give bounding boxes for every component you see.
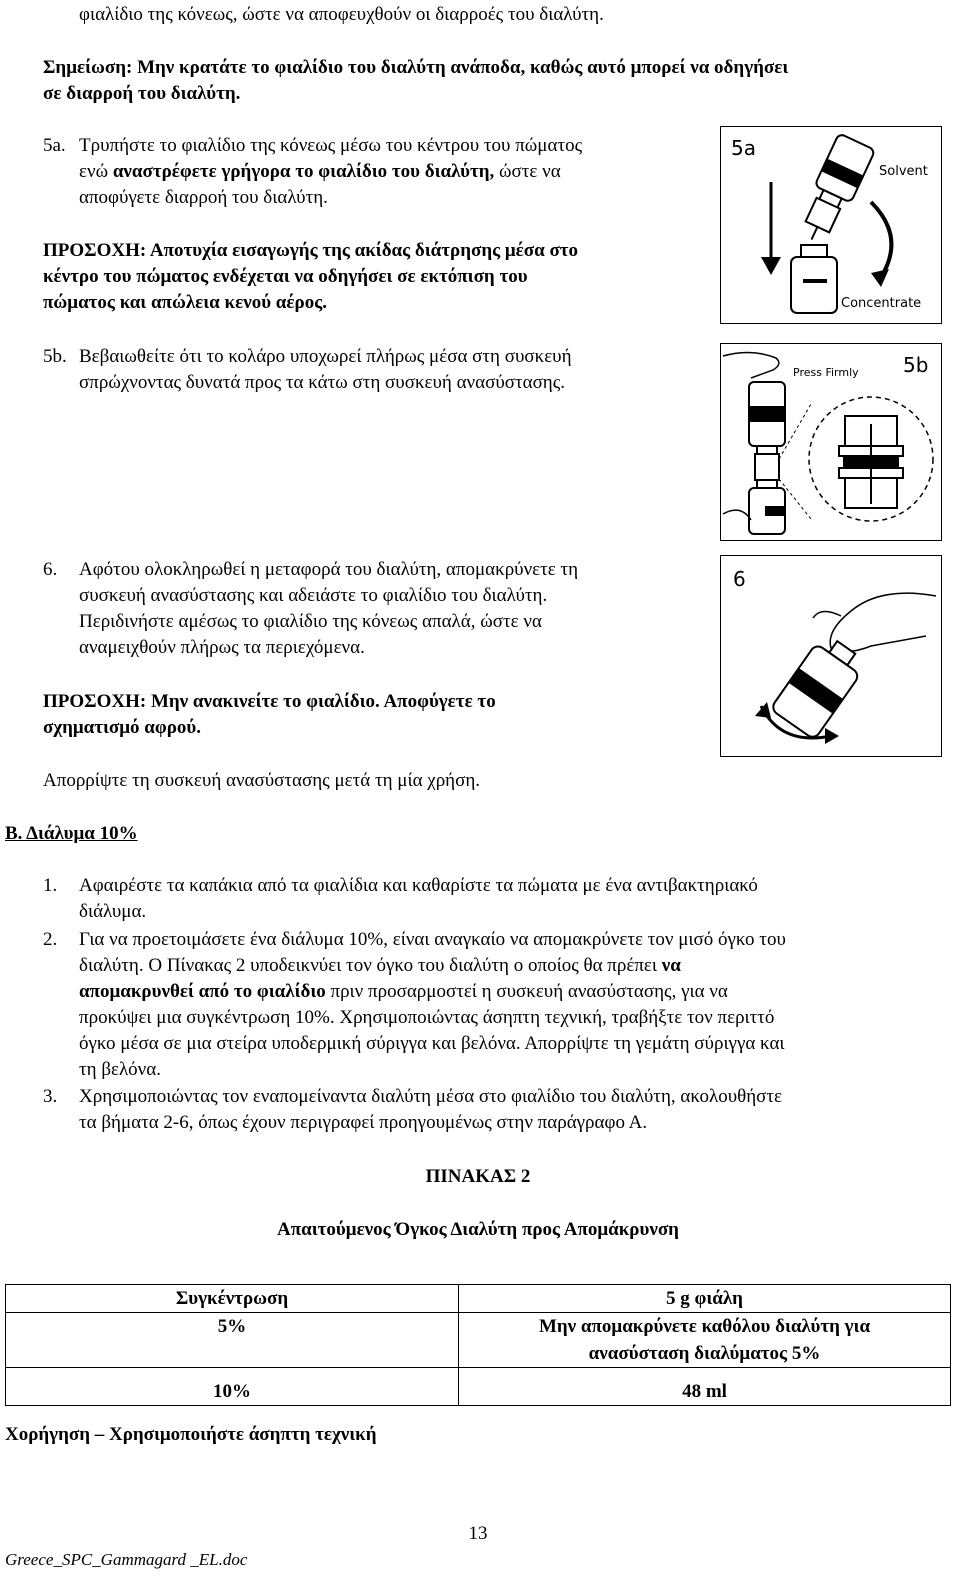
item-2-line-4: προκύψει μια συγκέντρωση 10%. Χρησιμοποιώντας άσηπτη τεχνική, τραβήξτε τον περιττό xyxy=(79,1007,775,1028)
section-b-heading: Β. Διάλυμα 10% xyxy=(5,823,138,844)
figure-6 xyxy=(720,555,942,757)
table-2-subtitle: Απαιτούμενος Όγκος Διαλύτη προς Απομάκρυνση xyxy=(277,1219,679,1240)
page-number: 13 xyxy=(468,1523,488,1544)
step-5b-line-1: Βεβαιωθείτε ότι το κολάρο υποχωρεί πλήρως μέσα στη συσκευή xyxy=(79,346,572,367)
solvent-bottle-icon xyxy=(793,133,875,248)
figure-5b xyxy=(720,343,942,541)
table-2 xyxy=(5,1284,951,1406)
table-cell-volume xyxy=(459,1313,951,1368)
hand-icon xyxy=(830,593,936,651)
figure-6-drawing xyxy=(721,556,941,756)
figure-6-label: 6 xyxy=(733,567,746,591)
item-2-line-3-post: πριν προσαρμοστεί η συσκευή ανασύστασης, για να xyxy=(325,981,728,1002)
table-cell-volume-line-1: Μην απομακρύνετε καθόλου διαλύτη για xyxy=(538,1316,871,1337)
figure-5b-drawing xyxy=(721,344,941,540)
table-2-title: ΠΙΝΑΚΑΣ 2 xyxy=(425,1166,531,1187)
item-2-line-2-bold: να xyxy=(661,955,681,976)
step-6-line-1: Αφότου ολοκληρωθεί η μεταφορά του διαλύτη, απομακρύνετε τη xyxy=(79,559,579,580)
figure-5b-label: 5b xyxy=(903,353,929,377)
step-5a-line-2 xyxy=(79,159,561,185)
hand-icon xyxy=(723,352,779,378)
step-5b-line-2: σπρώχνοντας δυνατά προς τα κάτω στη συσκευή ανασύστασης. xyxy=(79,372,566,393)
concentrate-bottle-icon xyxy=(791,245,837,313)
footer-filename: Greece_SPC_Gammagard _EL.doc xyxy=(5,1550,248,1569)
item-2-line-3 xyxy=(79,979,728,1005)
item-2-line-2-pre: διαλύτη. Ο Πίνακας 2 υποδεικνύει τον όγκο του διαλύτη ο οποίος θα πρέπει xyxy=(79,955,662,976)
item-1-line-1: Αφαιρέστε τα καπάκια από τα φιαλίδια και καθαρίστε τα πώματα με ένα αντιβακτηριακό xyxy=(79,875,758,896)
table-header-vial: 5 g φιάλη xyxy=(459,1285,951,1313)
step-5a-line-2-pre: ενώ xyxy=(79,161,113,182)
figure-5a-solvent-label: Solvent xyxy=(879,164,928,179)
table-cell-concentration: 10% xyxy=(6,1368,459,1406)
item-2-line-2 xyxy=(79,953,681,979)
step-5a-caution-1: ΠΡΟΣΟΧΗ: Αποτυχία εισαγωγής της ακίδας διάτρησης μέσα στο xyxy=(43,240,579,261)
step-5a-line-2-bold: αναστρέφετε γρήγορα το φιαλίδιο του διαλύτη, xyxy=(112,161,495,182)
figure-5b-press-label: Press Firmly xyxy=(793,366,859,379)
table-header-concentration: Συγκέντρωση xyxy=(6,1285,459,1313)
item-3-number: 3. xyxy=(43,1086,58,1107)
discard-instruction: Απορρίψτε τη συσκευή ανασύστασης μετά τη μία χρήση. xyxy=(43,770,481,791)
step-6-line-3: Περιδινήστε αμέσως το φιαλίδιο της κόνεως απαλά, ώστε να xyxy=(79,611,542,632)
powder-bottle-icon xyxy=(770,632,868,740)
table-cell-concentration: 5% xyxy=(6,1313,459,1368)
step-6-line-2: συσκευή ανασύστασης και αδειάστε το φιαλίδιο του διαλύτη. xyxy=(79,585,548,606)
note-line-1: Σημείωση: Μην κρατάτε το φιαλίδιο του διαλύτη ανάποδα, καθώς αυτό μπορεί να οδηγήσει xyxy=(43,57,789,78)
intro-line: φιαλίδιο της κόνεως, ώστε να αποφευχθούν οι διαρροές του διαλύτη. xyxy=(79,4,604,25)
table-cell-volume: 48 ml xyxy=(459,1368,951,1406)
table-row xyxy=(6,1368,951,1406)
item-2-line-3-bold: απομακρυνθεί από το φιαλίδιο xyxy=(79,981,326,1002)
item-1-line-2: διάλυμα. xyxy=(79,901,147,922)
item-2-line-6: τη βελόνα. xyxy=(79,1059,161,1080)
figure-5a-label: 5a xyxy=(731,136,756,160)
step-5b-number: 5b. xyxy=(43,346,67,367)
figure-5a xyxy=(720,126,942,324)
step-5a-caution-2: κέντρο του πώματος ενδέχεται να οδηγήσει σε εκτόπιση του xyxy=(43,266,528,287)
step-6-line-4: αναμειχθούν πλήρως τα περιεχόμενα. xyxy=(79,637,365,658)
step-5a-caution-3: πώματος και απώλεια κενού αέρος. xyxy=(43,292,327,313)
figure-5a-drawing xyxy=(721,127,941,323)
item-2-number: 2. xyxy=(43,929,58,950)
item-2-line-1: Για να προετοιμάσετε ένα διάλυμα 10%, είναι αναγκαίο να απομακρύνετε τον μισό όγκο του xyxy=(79,929,786,950)
step-5a-line-1: Τρυπήστε το φιαλίδιο της κόνεως μέσω του κέντρου του πώματος xyxy=(79,135,583,156)
item-3-line-1: Χρησιμοποιώντας τον εναπομείναντα διαλύτη μέσα στο φιαλίδιο του διαλύτη, ακολουθήστε xyxy=(79,1086,782,1107)
item-2-line-5: όγκο μέσα σε μια στείρα υποδερμική σύριγγα και βελόνα. Απορρίψτε τη γεμάτη σύριγγα και xyxy=(79,1033,785,1054)
table-cell-volume-line-2: ανασύσταση διαλύματος 5% xyxy=(588,1343,821,1364)
table-row xyxy=(6,1313,951,1368)
step-6-number: 6. xyxy=(43,559,58,580)
table-row xyxy=(6,1285,951,1313)
item-3-line-2: τα βήματα 2-6, όπως έχουν περιγραφεί προηγουμένως στην παράγραφο Α. xyxy=(79,1112,648,1133)
note-line-2: σε διαρροή του διαλύτη. xyxy=(43,83,241,104)
step-5a-line-3: αποφύγετε διαρροή του διαλύτη. xyxy=(79,187,328,208)
step-5a-number: 5a. xyxy=(43,135,66,156)
step-6-caution-2: σχηματισμό αφρού. xyxy=(43,717,202,738)
figure-5a-concentrate-label: Concentrate xyxy=(841,296,922,311)
step-5a-line-2-post: ώστε να xyxy=(494,161,561,182)
item-1-number: 1. xyxy=(43,875,58,896)
administration-heading: Χορήγηση – Χρησιμοποιήστε άσηπτη τεχνική xyxy=(5,1424,377,1445)
step-6-caution-1: ΠΡΟΣΟΧΗ: Μην ανακινείτε το φιαλίδιο. Αποφύγετε το xyxy=(43,691,496,712)
